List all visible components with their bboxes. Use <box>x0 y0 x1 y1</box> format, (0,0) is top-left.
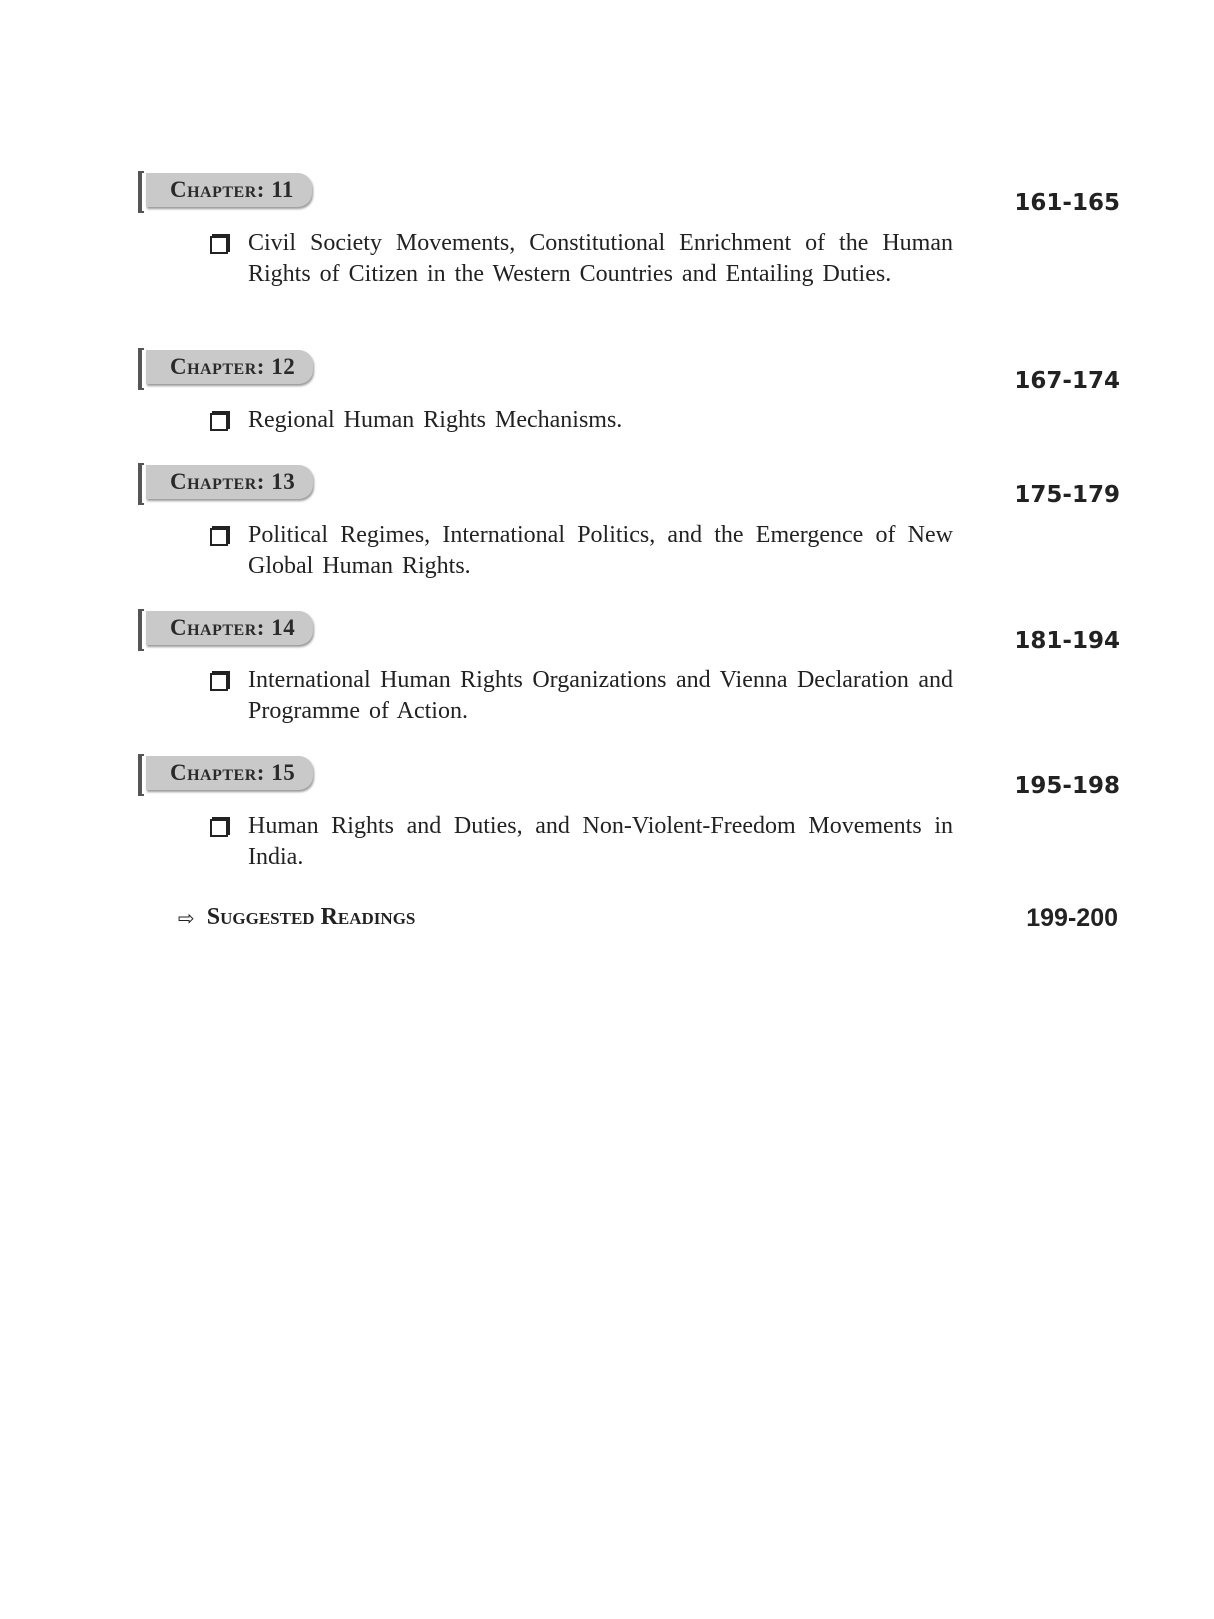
chapter-heading <box>138 349 313 385</box>
checkbox-bullet-icon <box>210 819 228 837</box>
suggested-readings-label: Suggested Readings <box>206 904 416 930</box>
checkbox-bullet-icon <box>210 236 228 254</box>
topic-text: Regional Human Rights Mechanisms. <box>248 407 623 433</box>
bracket-decoration <box>138 609 144 651</box>
chapter-label: Chapter: 12 <box>146 350 313 384</box>
topic-text: Civil Society Movements, Constitutional Enrichment of the Human Rights of Citizen in the Western Countries and Entailing Duties. <box>248 230 953 287</box>
topic-item <box>210 520 954 582</box>
checkbox-bullet-icon <box>210 413 228 431</box>
topic-item <box>210 405 954 436</box>
topic-item <box>210 665 954 727</box>
topic-item <box>210 228 954 290</box>
page-range: 175-179 <box>1014 482 1120 508</box>
chapter-label: Chapter: 11 <box>146 173 312 207</box>
checkbox-bullet-icon <box>210 528 228 546</box>
chapter-heading <box>138 464 313 500</box>
bracket-decoration <box>138 463 144 505</box>
topic-item <box>210 811 954 873</box>
chapter-label: Chapter: 15 <box>146 756 313 790</box>
chapter-label: Chapter: 13 <box>146 465 313 499</box>
checkbox-bullet-icon <box>210 673 228 691</box>
chapter-heading <box>138 755 313 791</box>
bracket-decoration <box>138 171 144 213</box>
chapter-heading <box>138 610 313 646</box>
topic-text: International Human Rights Organizations and Vienna Declaration and Programme of Action. <box>248 667 953 724</box>
arrow-right-outline-icon: ⇨ <box>178 905 195 930</box>
suggested-readings-entry <box>178 904 415 931</box>
topic-text: Political Regimes, International Politics, and the Emergence of New Global Human Rights. <box>248 522 953 579</box>
bracket-decoration <box>138 348 144 390</box>
page-range: 161-165 <box>1014 190 1120 216</box>
chapter-label: Chapter: 14 <box>146 611 313 645</box>
page-range: 167-174 <box>1014 368 1120 394</box>
page-range: 181-194 <box>1014 628 1120 654</box>
chapter-heading <box>138 172 312 208</box>
topic-text: Human Rights and Duties, and Non-Violent-Freedom Movements in India. <box>248 813 953 870</box>
bracket-decoration <box>138 754 144 796</box>
page-range: 195-198 <box>1014 773 1120 799</box>
page-range: 199-200 <box>1026 904 1118 932</box>
